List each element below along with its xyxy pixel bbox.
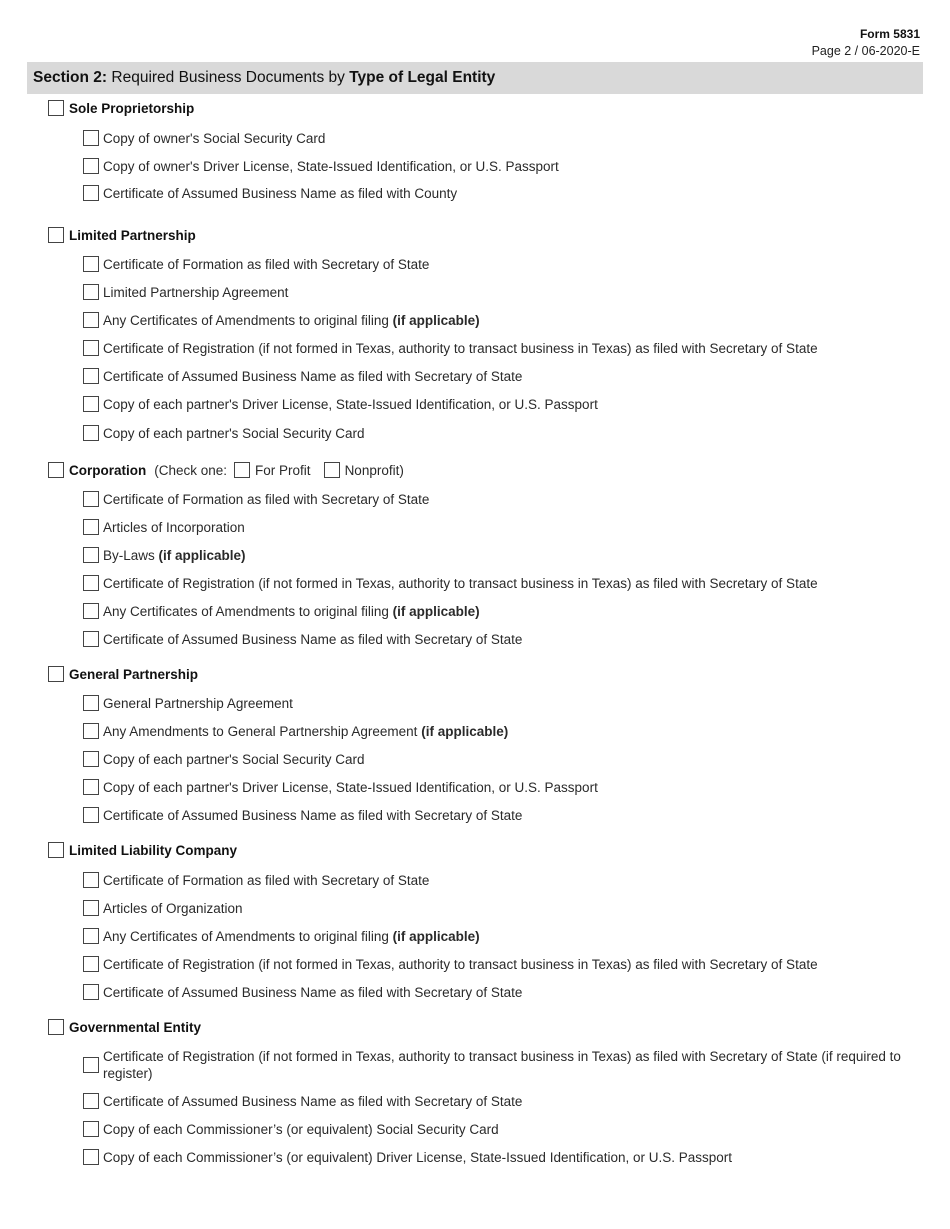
corporation-checkbox[interactable] bbox=[48, 462, 64, 478]
item-label: Certificate of Assumed Business Name as filed with County bbox=[103, 185, 458, 201]
corp-item-3[interactable] bbox=[83, 547, 246, 563]
item-label: Certificate of Registration (if not formed in Texas, authority to transact business in Texas) as filed with Secretary of State bbox=[103, 956, 818, 972]
item-label: Any Certificates of Amendments to original filing bbox=[103, 603, 389, 619]
gp-item-4[interactable] bbox=[83, 779, 598, 795]
sole-item-3[interactable] bbox=[83, 185, 457, 201]
item-label: Copy of each partner's Social Security Card bbox=[103, 425, 365, 441]
lp-item-4[interactable] bbox=[83, 340, 818, 356]
sole-item-2[interactable] bbox=[83, 158, 559, 174]
gp-item-5[interactable] bbox=[83, 807, 522, 823]
section-middle: Required Business Documents by bbox=[111, 69, 345, 86]
llc-item-5[interactable] bbox=[83, 984, 522, 1000]
lp-item-6[interactable] bbox=[83, 396, 598, 412]
item-checkbox[interactable] bbox=[83, 695, 99, 711]
item-checkbox[interactable] bbox=[83, 1057, 99, 1073]
entity-limited-partnership[interactable] bbox=[48, 227, 196, 243]
gov-item-3[interactable] bbox=[83, 1121, 499, 1137]
entity-general-partnership[interactable] bbox=[48, 666, 198, 682]
item-checkbox[interactable] bbox=[83, 984, 99, 1000]
item-checkbox[interactable] bbox=[83, 491, 99, 507]
form-number: Form 5831 bbox=[859, 27, 920, 41]
gov-item-4[interactable] bbox=[83, 1149, 732, 1165]
section-label: Section 2: bbox=[33, 69, 108, 86]
item-checkbox[interactable] bbox=[83, 185, 99, 201]
item-label: General Partnership Agreement bbox=[103, 695, 293, 711]
item-checkbox[interactable] bbox=[83, 547, 99, 563]
item-label: Articles of Organization bbox=[103, 900, 243, 916]
item-checkbox[interactable] bbox=[83, 256, 99, 272]
item-checkbox[interactable] bbox=[83, 575, 99, 591]
item-checkbox[interactable] bbox=[83, 1093, 99, 1109]
entity-title: General Partnership bbox=[69, 666, 199, 682]
entity-sole-proprietorship[interactable] bbox=[48, 100, 194, 116]
gov-item-2[interactable] bbox=[83, 1093, 522, 1109]
item-checkbox[interactable] bbox=[83, 158, 99, 174]
item-label: Any Certificates of Amendments to original filing bbox=[103, 928, 389, 944]
section-end: Type of Legal Entity bbox=[349, 69, 496, 86]
item-label: Copy of owner's Driver License, State-Issued Identification, or U.S. Passport bbox=[103, 158, 559, 174]
item-checkbox[interactable] bbox=[83, 368, 99, 384]
if-applicable: (if applicable) bbox=[392, 603, 480, 619]
item-checkbox[interactable] bbox=[83, 900, 99, 916]
if-applicable: (if applicable) bbox=[421, 723, 509, 739]
corp-item-4[interactable] bbox=[83, 575, 818, 591]
governmental-entity-checkbox[interactable] bbox=[48, 1019, 64, 1035]
item-checkbox[interactable] bbox=[83, 284, 99, 300]
for-profit-checkbox[interactable] bbox=[234, 462, 250, 478]
item-checkbox[interactable] bbox=[83, 751, 99, 767]
item-checkbox[interactable] bbox=[83, 603, 99, 619]
item-label: Certificate of Formation as filed with Secretary of State bbox=[103, 872, 430, 888]
item-checkbox[interactable] bbox=[83, 340, 99, 356]
entity-title: Governmental Entity bbox=[69, 1019, 202, 1035]
lp-item-5[interactable] bbox=[83, 368, 522, 384]
item-checkbox[interactable] bbox=[83, 723, 99, 739]
llc-item-2[interactable] bbox=[83, 900, 243, 916]
gp-item-2[interactable] bbox=[83, 723, 508, 739]
llc-item-4[interactable] bbox=[83, 956, 818, 972]
gp-item-1[interactable] bbox=[83, 695, 293, 711]
nonprofit-checkbox[interactable] bbox=[324, 462, 340, 478]
corp-item-6[interactable] bbox=[83, 631, 522, 647]
lp-item-7[interactable] bbox=[83, 425, 364, 441]
gp-item-3[interactable] bbox=[83, 751, 364, 767]
item-checkbox[interactable] bbox=[83, 779, 99, 795]
entity-corporation[interactable] bbox=[48, 462, 404, 478]
llc-item-1[interactable] bbox=[83, 872, 429, 888]
item-label: Articles of Incorporation bbox=[103, 519, 245, 535]
lp-item-1[interactable] bbox=[83, 256, 429, 272]
item-label: Any Certificates of Amendments to original filing bbox=[103, 312, 389, 328]
entity-llc[interactable] bbox=[48, 842, 237, 858]
sole-item-1[interactable] bbox=[83, 130, 325, 146]
item-label: Certificate of Registration (if not formed in Texas, authority to transact business in Texas) as filed with Secretary of State (if required to register) bbox=[103, 1049, 901, 1081]
item-label: Certificate of Assumed Business Name as filed with Secretary of State bbox=[103, 1093, 523, 1109]
item-label: Limited Partnership Agreement bbox=[103, 284, 289, 300]
item-label: By-Laws bbox=[103, 547, 155, 563]
item-label: Copy of each partner's Driver License, State-Issued Identification, or U.S. Passport bbox=[103, 396, 598, 412]
nonprofit-option[interactable] bbox=[324, 462, 404, 478]
item-checkbox[interactable] bbox=[83, 956, 99, 972]
section-2-title bbox=[27, 62, 923, 94]
sole-proprietorship-checkbox[interactable] bbox=[48, 100, 64, 116]
item-label: Certificate of Formation as filed with Secretary of State bbox=[103, 491, 430, 507]
lp-item-3[interactable] bbox=[83, 312, 480, 328]
lp-item-2[interactable] bbox=[83, 284, 288, 300]
item-label: Certificate of Assumed Business Name as filed with Secretary of State bbox=[103, 984, 523, 1000]
item-label: Certificate of Registration (if not formed in Texas, authority to transact business in Texas) as filed with Secretary of State bbox=[103, 575, 818, 591]
limited-partnership-checkbox[interactable] bbox=[48, 227, 64, 243]
item-label: Copy of owner's Social Security Card bbox=[103, 130, 326, 146]
if-applicable: (if applicable) bbox=[158, 547, 246, 563]
entity-governmental[interactable] bbox=[48, 1019, 201, 1035]
item-checkbox[interactable] bbox=[83, 425, 99, 441]
item-label: Certificate of Assumed Business Name as filed with Secretary of State bbox=[103, 631, 523, 647]
page-info: Page 2 / 06-2020-E bbox=[811, 44, 920, 58]
item-checkbox[interactable] bbox=[83, 1121, 99, 1137]
corp-item-5[interactable] bbox=[83, 603, 480, 619]
item-checkbox[interactable] bbox=[83, 519, 99, 535]
entity-title: Limited Partnership bbox=[69, 227, 196, 243]
llc-item-3[interactable] bbox=[83, 928, 480, 944]
item-label: Certificate of Registration (if not formed in Texas, authority to transact business in Texas) as filed with Secretary of State bbox=[103, 340, 818, 356]
item-checkbox[interactable] bbox=[83, 631, 99, 647]
llc-checkbox[interactable] bbox=[48, 842, 64, 858]
form-header bbox=[812, 26, 920, 60]
entity-title: Corporation bbox=[69, 462, 147, 478]
item-checkbox[interactable] bbox=[83, 312, 99, 328]
item-label: Copy of each partner's Social Security Card bbox=[103, 751, 365, 767]
if-applicable: (if applicable) bbox=[392, 312, 480, 328]
for-profit-label: For Profit bbox=[255, 462, 311, 478]
check-one-label: (Check one: bbox=[154, 462, 228, 478]
for-profit-option[interactable] bbox=[234, 462, 311, 478]
corp-item-1[interactable] bbox=[83, 491, 429, 507]
entity-title: Limited Liability Company bbox=[69, 842, 238, 858]
nonprofit-label: Nonprofit) bbox=[344, 462, 404, 478]
general-partnership-checkbox[interactable] bbox=[48, 666, 64, 682]
if-applicable: (if applicable) bbox=[392, 928, 480, 944]
corp-item-2[interactable] bbox=[83, 519, 245, 535]
item-checkbox[interactable] bbox=[83, 1149, 99, 1165]
item-checkbox[interactable] bbox=[83, 396, 99, 412]
item-label: Any Amendments to General Partnership Agreement bbox=[103, 723, 418, 739]
item-checkbox[interactable] bbox=[83, 928, 99, 944]
gov-item-1[interactable] bbox=[83, 1048, 923, 1082]
item-checkbox[interactable] bbox=[83, 130, 99, 146]
item-label: Copy of each Commissioner’s (or equivalent) Driver License, State-Issued Identification, or U.S. Passport bbox=[103, 1149, 733, 1165]
item-label: Certificate of Assumed Business Name as filed with Secretary of State bbox=[103, 368, 523, 384]
item-label: Certificate of Assumed Business Name as filed with Secretary of State bbox=[103, 807, 523, 823]
item-checkbox[interactable] bbox=[83, 872, 99, 888]
item-label: Copy of each Commissioner’s (or equivalent) Social Security Card bbox=[103, 1121, 499, 1137]
item-label: Copy of each partner's Driver License, State-Issued Identification, or U.S. Passport bbox=[103, 779, 598, 795]
item-label: Certificate of Formation as filed with Secretary of State bbox=[103, 256, 430, 272]
entity-title: Sole Proprietorship bbox=[69, 100, 195, 116]
item-checkbox[interactable] bbox=[83, 807, 99, 823]
